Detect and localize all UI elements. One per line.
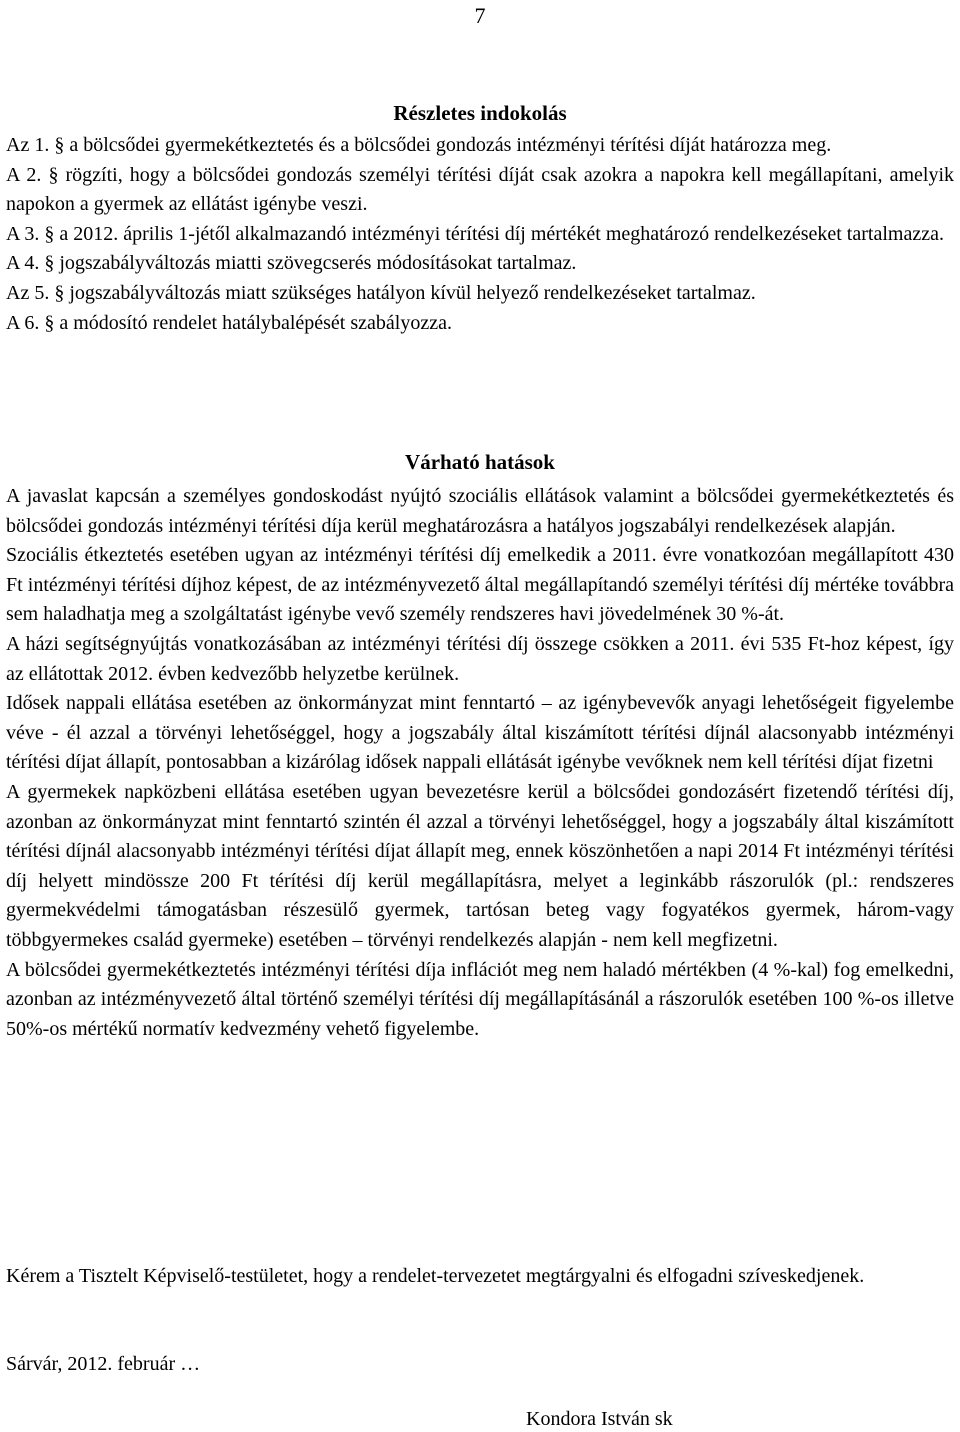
paragraph: Szociális étkeztetés esetében ugyan az intézményi térítési díj emelkedik a 2011. évre vonatkozóan megállapított 430 Ft intézményi térítési díjhoz képest, de az intézményvezető által megállapítandó személyi térítési díj mértéke továbbra sem haladhatja meg a szolgáltatást igénybe vevő személy rendszeres havi jövedelmének 30 %-át. xyxy=(6,544,954,626)
paragraph: A javaslat kapcsán a személyes gondoskodást nyújtó szociális ellátások valamint a bölcsődei gyermekétkeztetés és bölcsődei gondozás intézményi térítési díja kerül meghatározásra a hatályos jogszabályi rendelkezések alapján. xyxy=(6,485,954,537)
paragraph: A gyermekek napközbeni ellátása esetében ugyan bevezetésre kerül a bölcsődei gondozásért fizetendő térítési díj, azonban az önkormányzat mint fenntartó szintén él azzal a törvényi lehetőséggel, hogy a jogszabály által kiszámított térítési díjnál alacsonyabb intézményi térítési díjat állapít meg, ennek köszönhetően a napi 2014 Ft intézményi térítési díj helyett mindössze 200 Ft térítési díj kerül megállapításra, melyet a leginkább rászorulók (pl.: rendszeres gyermekvédelmi támogatásban részesülő gyermek, tartósan beteg vagy fogyatékos gyermek, három-vagy többgyermekes család gyermeke) esetében – törvényi rendelkezés alapján - nem kell megfizetni. xyxy=(6,780,954,951)
paragraph: A bölcsődei gyermekétkeztetés intézményi térítési díja inflációt meg nem haladó mértékben (4 %-kal) fog emelkedni, azonban az intézményvezető által történő személyi térítési díj megállapításánál a rászorulók esetében 100 %-os illetve 50%-os mértékű normatív kedvezmény vehető figyelembe. xyxy=(6,958,954,1040)
paragraph: A 6. § a módosító rendelet hatálybalépését szabályozza. xyxy=(6,311,452,334)
section-title-expected-effects: Várható hatások xyxy=(405,450,555,474)
paragraph: A 4. § jogszabályváltozás miatti szövegcserés módosításokat tartalmaz. xyxy=(6,252,577,275)
justification-paragraphs xyxy=(6,131,954,338)
paragraph: Az 1. § a bölcsődei gyermekétkeztetés és a bölcsődei gondozás intézményi térítési díját határozza meg. xyxy=(6,134,832,156)
paragraph: Idősek nappali ellátása esetében az önkormányzat mint fenntartó – az igénybevevők anyagi lehetőségeit figyelembe véve - él azzal a törvényi lehetőséggel, hogy a jogszabály által kiszámított térítési díjnál alacsonyabb intézményi térítési díjat állapít, pontosabban a kizárólag idősek nappali ellátását igénybe vevőknek nem kell térítési díjat fizetni xyxy=(6,692,954,774)
place-date: Sárvár, 2012. február … xyxy=(6,1353,201,1375)
paragraph: A házi segítségnyújtás vonatkozásában az intézményi térítési díj összege csökken a 2011. évi 535 Ft-hoz képest, így az ellátottak 2012. évben kedvezőbb helyzetbe kerülnek. xyxy=(6,632,954,685)
request-paragraph: Kérem a Tisztelt Képviselő-testületet, hogy a rendelet-tervezetet megtárgyalni és elfogadni szíveskedjenek. xyxy=(6,1265,865,1287)
paragraph: Az 5. § jogszabályváltozás miatt szükséges hatályon kívül helyező rendelkezéseket tartalmaz. xyxy=(6,281,756,304)
section-title-detailed-justification: Részletes indokolás xyxy=(393,101,567,125)
effects-paragraphs xyxy=(6,482,954,1044)
paragraph: A 2. § rögzíti, hogy a bölcsődei gondozás személyi térítési díját csak azokra a napokra kell megállapítani, amelyik napokon a gyermek az ellátást igénybe veszi. xyxy=(6,163,954,216)
closing-request xyxy=(6,1262,954,1292)
paragraph: A 3. § a 2012. április 1-jétől alkalmazandó intézményi térítési díj mértékét meghatározó rendelkezéseket tartalmazza. xyxy=(6,222,944,245)
page-number: 7 xyxy=(474,3,486,28)
signature: Kondora István sk xyxy=(526,1408,673,1430)
